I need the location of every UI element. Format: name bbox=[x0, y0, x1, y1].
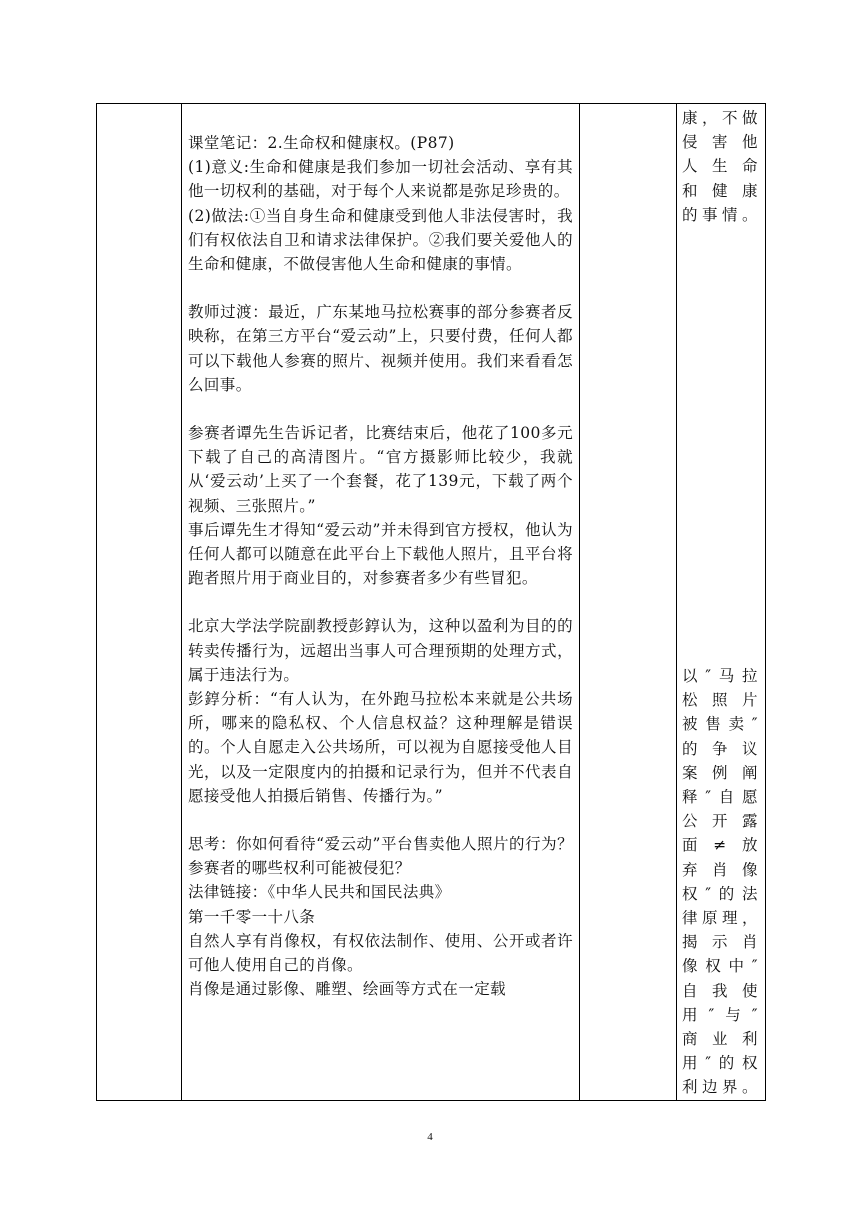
teaching-content bbox=[188, 131, 573, 1002]
note-line: 的争议 bbox=[682, 739, 758, 758]
teacher-transition: 教师过渡：最近，广东某地马拉松赛事的部分参赛者反映称，在第三方平台“爱云动”上，只要付费，任何人都可以下载他人参赛的照片、视频并使用。我们来看看怎么回事。 bbox=[188, 303, 573, 394]
law-article: 第一千零一十八条 bbox=[188, 907, 316, 926]
note-line: 的事情。 bbox=[682, 205, 758, 224]
note-line: 自我使 bbox=[682, 981, 758, 1000]
note-line: 像权中″ bbox=[682, 957, 758, 976]
note-line: 公开露 bbox=[682, 812, 758, 831]
note-line: 以″马拉 bbox=[682, 667, 758, 685]
expert-opinion: 北京大学法学院副教授彭錞认为，这种以盈利为目的的转卖传播行为，远超出当事人可合理预期的处理方式，属于违法行为。 bbox=[188, 617, 573, 684]
note-line: 案例阐 bbox=[682, 763, 758, 782]
notes-practice: (2)做法:①当自身生命和健康受到他人非法侵害时，我们有权依法自卫和请求法律保护。②我们要关爱他人的生命和健康，不做侵害他人生命和健康的事情。 bbox=[188, 206, 573, 274]
column-divider-3 bbox=[676, 103, 677, 1101]
note-line: 和健康 bbox=[682, 181, 758, 200]
column-divider-2 bbox=[579, 103, 580, 1101]
thinking-question: 思考：你如何看待“爱云动”平台售卖他人照片的行为？参赛者的哪些权利可能被侵犯？ bbox=[188, 835, 573, 878]
note-line: 释″自愿 bbox=[682, 788, 758, 807]
expert-analysis: 彭錞分析：“有人认为，在外跑马拉松本来就是公共场所，哪来的隐私权、个人信息权益？这种理解是错误的。个人自愿走入公共场所，可以视为自愿接受他人目光，以及一定限度内的拍摄和记录行为，但并不代表自愿接受他人拍摄后销售、传播行为。” bbox=[188, 690, 573, 805]
law-link: 法律链接：《中华人民共和国民法典》 bbox=[188, 883, 451, 902]
note-line: 康，不做 bbox=[682, 109, 758, 127]
note-line: 揭示肖 bbox=[682, 933, 758, 952]
note-line: 侵害他 bbox=[682, 133, 758, 152]
note-line: 商业利 bbox=[682, 1030, 758, 1049]
note-line: 权″的法 bbox=[682, 884, 758, 903]
note-line: 律原理， bbox=[682, 909, 758, 928]
law-text-1: 自然人享有肖像权，有权依法制作、使用、公开或者许可他人使用自己的肖像。 bbox=[188, 931, 573, 975]
note-line: 用″与″ bbox=[682, 1005, 758, 1024]
design-note-bottom bbox=[682, 664, 758, 1100]
notes-meaning: (1)意义:生命和健康是我们参加一切社会活动、享有其他一切权利的基础，对于每个人来说都是弥足珍贵的。 bbox=[188, 158, 573, 201]
note-line: 用″的权 bbox=[682, 1054, 758, 1073]
law-text-2: 肖像是通过影像、雕塑、绘画等方式在一定载 bbox=[188, 980, 507, 999]
case-paragraph-2: 事后谭先生才得知“爱云动”并未得到官方授权，他认为任何人都可以随意在此平台上下载他人照片，且平台将跑者照片用于商业目的，对参赛者多少有些冒犯。 bbox=[188, 520, 573, 588]
notes-heading: 课堂笔记：2.生命权和健康权。(P87) bbox=[188, 134, 455, 152]
note-line: 松照片 bbox=[682, 691, 758, 710]
page-number: 4 bbox=[427, 1131, 433, 1143]
note-line: 弃肖像 bbox=[682, 860, 758, 879]
column-divider-1 bbox=[181, 103, 182, 1101]
note-line: 人生命 bbox=[682, 157, 758, 176]
case-paragraph-1: 参赛者谭先生告诉记者，比赛结束后，他花了100多元下载了自己的高清图片。“官方摄影师比较少，我就从‘爱云动’上买了一个套餐，花了139元，下载了两个视频、三张照片。” bbox=[188, 424, 573, 515]
note-line: 利边界。 bbox=[682, 1078, 758, 1097]
note-line: 面≠放 bbox=[682, 836, 758, 855]
design-note-top bbox=[682, 106, 758, 227]
note-line: 被售卖″ bbox=[682, 715, 758, 734]
